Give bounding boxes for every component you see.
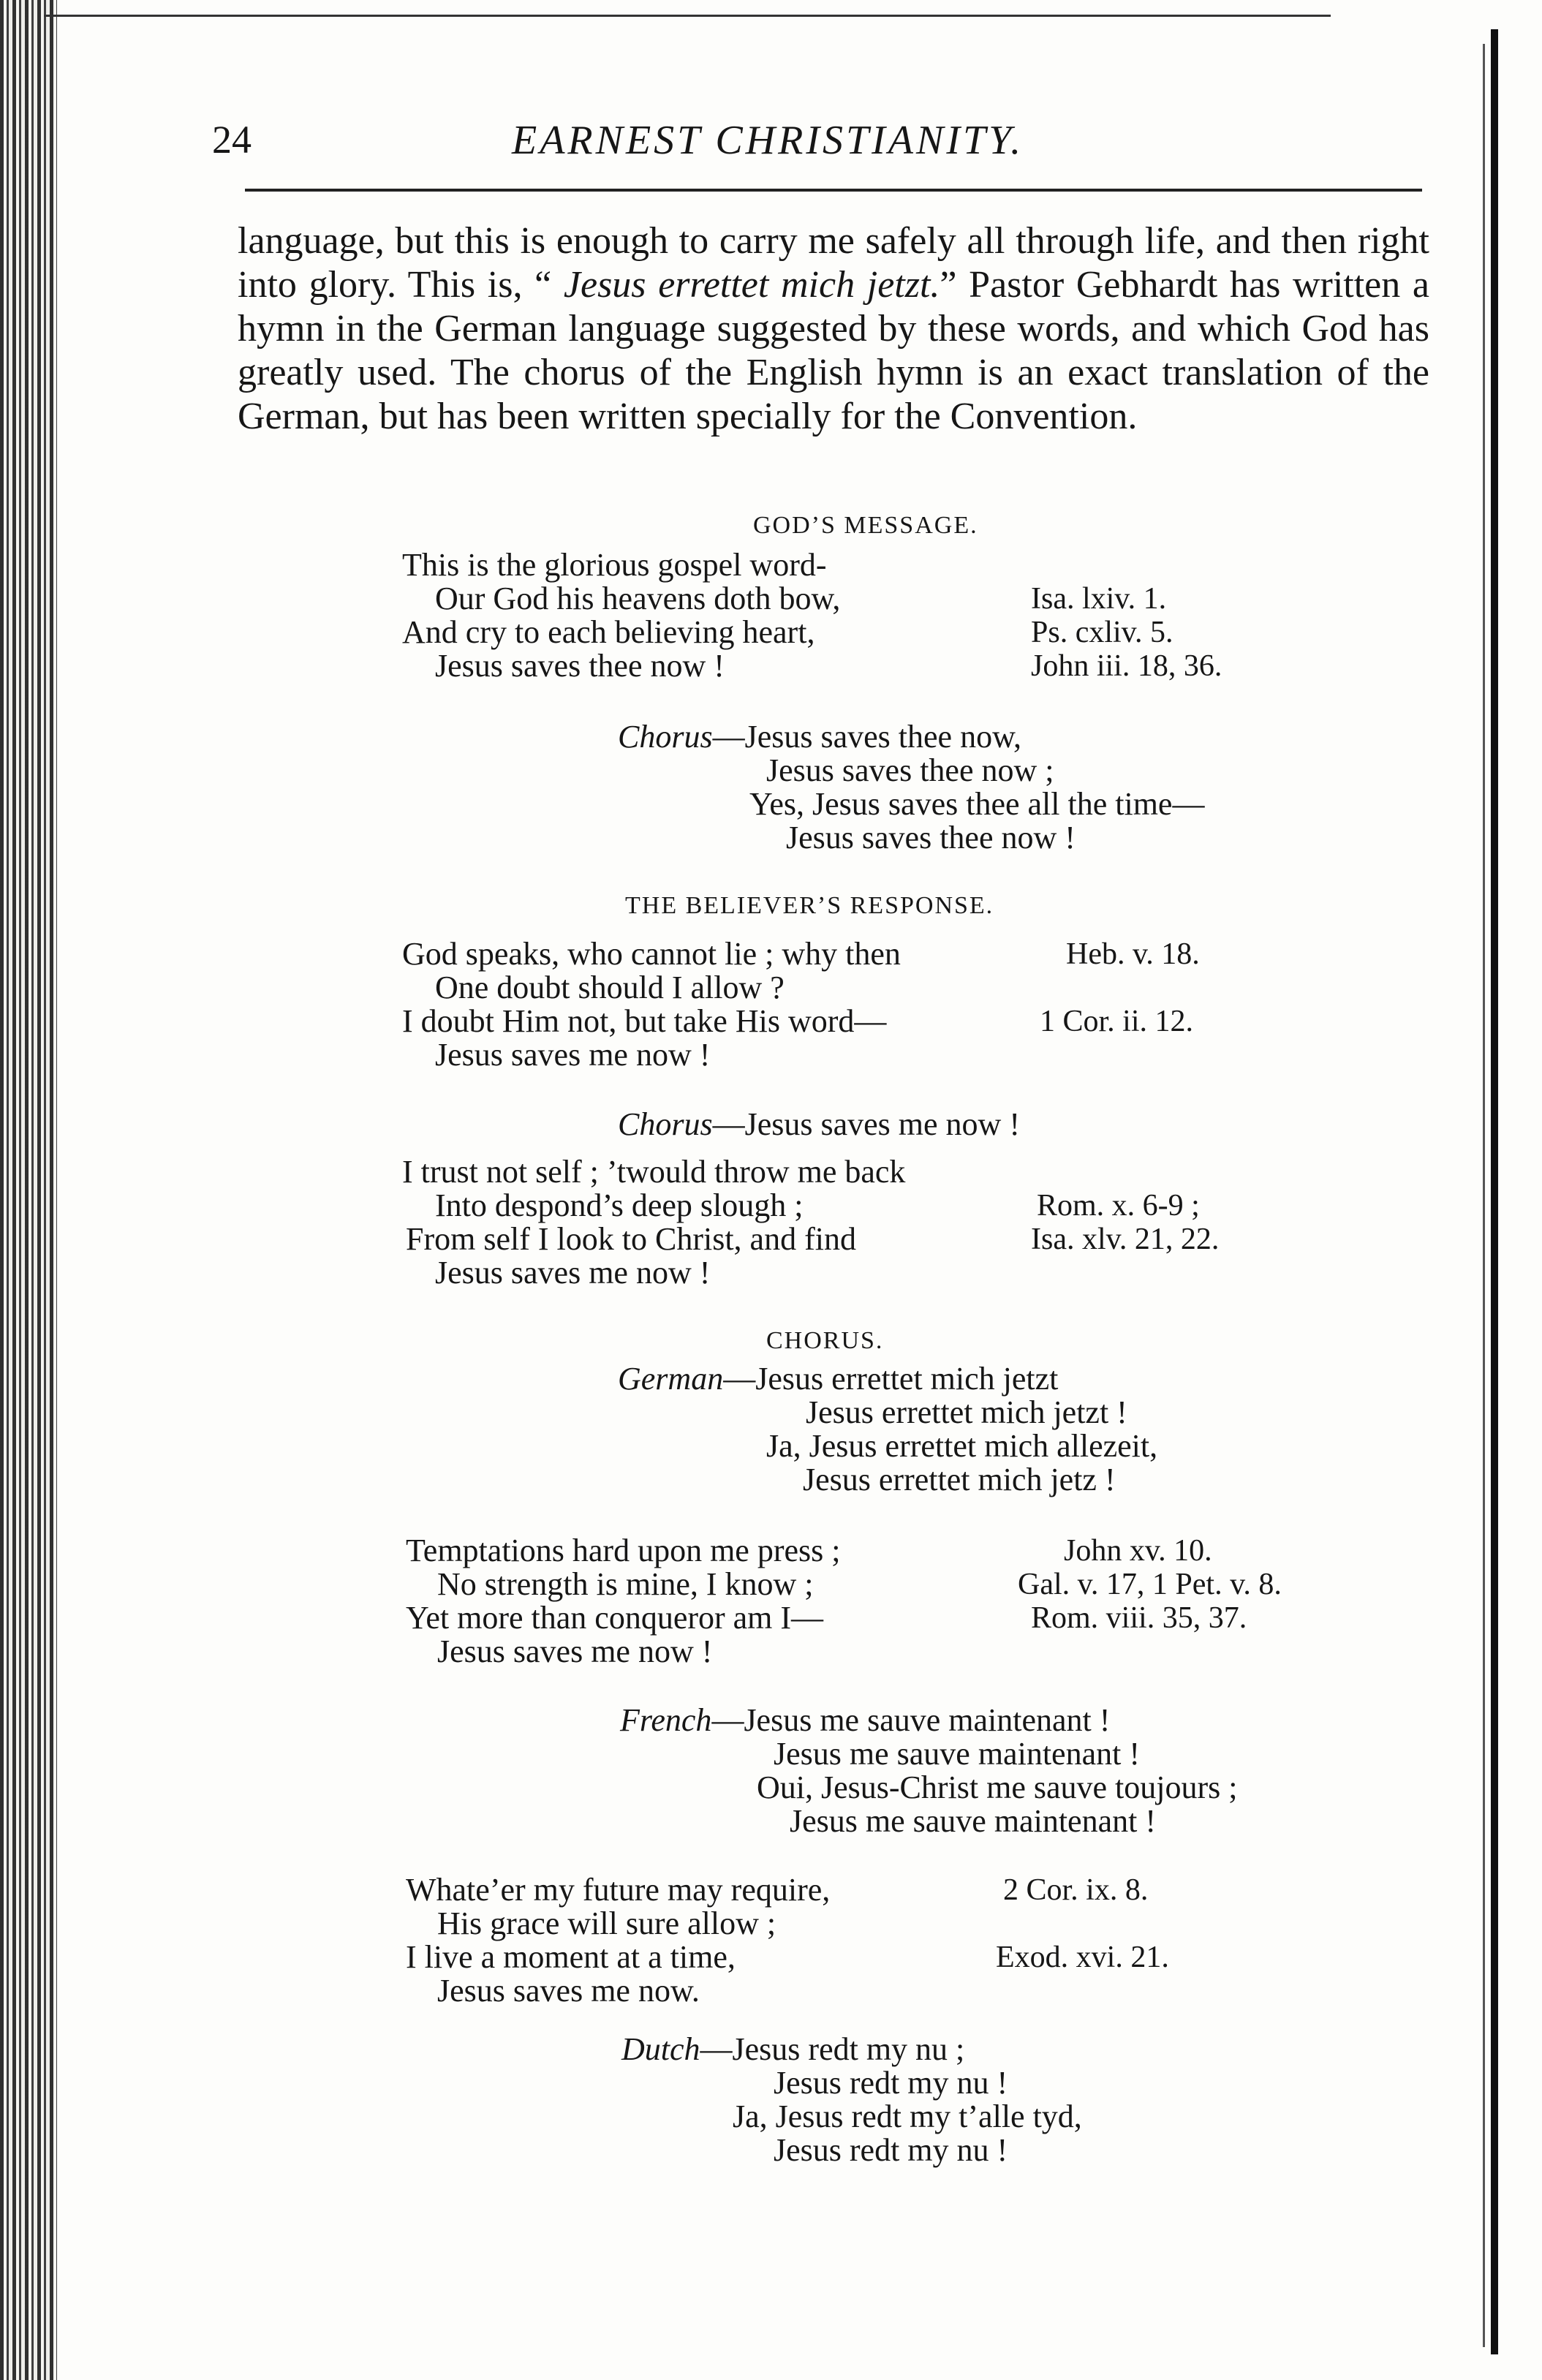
verse-line: I trust not self ; ’twould throw me back <box>402 1154 906 1190</box>
scan-binding-edge <box>0 0 57 2380</box>
verse-line: Jesus saves thee now ! <box>435 648 725 684</box>
chorus-line: Jesus errettet mich jetzt ! <box>806 1394 1127 1430</box>
chorus-line <box>618 1362 1058 1396</box>
chorus-line <box>618 720 1021 754</box>
scripture-reference: Rom. viii. 35, 37. <box>1031 1601 1247 1635</box>
running-title: EARNEST CHRISTIANITY. <box>512 118 1024 163</box>
intro-quote: Jesus errettet mich jetzt. <box>563 264 940 306</box>
scripture-reference: Ps. cxliv. 5. <box>1031 616 1173 649</box>
verse-line: No strength is mine, I know ; <box>437 1566 814 1602</box>
chorus-line <box>620 1704 1110 1737</box>
scripture-reference: Heb. v. 18. <box>1066 937 1200 971</box>
scripture-reference: 1 Cor. ii. 12. <box>1040 1005 1194 1038</box>
chorus-line: Ja, Jesus redt my t’alle tyd, <box>733 2098 1082 2134</box>
chorus-label: Chorus <box>618 719 713 755</box>
scripture-reference: Gal. v. 17, 1 Pet. v. 8. <box>1018 1568 1282 1601</box>
chorus-label: Chorus <box>618 1106 713 1142</box>
scripture-reference: John iii. 18, 36. <box>1031 649 1222 683</box>
chorus-label: Dutch <box>621 2031 700 2067</box>
verse-line: Into despond’s deep slough ; <box>435 1187 804 1223</box>
verse-line: I doubt Him not, but take His word— <box>402 1003 887 1039</box>
verse-line: And cry to each believing heart, <box>402 614 815 650</box>
intro-paragraph <box>238 219 1429 439</box>
chorus-text: —Jesus me sauve maintenant ! <box>711 1702 1111 1738</box>
verse-line: His grace will sure allow ; <box>437 1905 776 1941</box>
chorus-text: —Jesus saves me now ! <box>712 1106 1020 1142</box>
scripture-reference: Isa. xlv. 21, 22. <box>1031 1223 1220 1256</box>
chorus-line: Jesus saves thee now ; <box>766 752 1054 788</box>
scripture-reference: John xv. 10. <box>1064 1534 1212 1568</box>
verse-line: Temptations hard upon me press ; <box>406 1533 841 1568</box>
chorus-line: Jesus redt my nu ! <box>774 2065 1008 2101</box>
scripture-reference: Isa. lxiv. 1. <box>1031 582 1167 616</box>
header-rule <box>245 189 1422 192</box>
chorus-line: Jesus errettet mich jetz ! <box>803 1462 1116 1497</box>
page-header <box>0 117 1542 190</box>
chorus-line: Oui, Jesus-Christ me sauve toujours ; <box>757 1769 1238 1805</box>
verse-line: From self I look to Christ, and find <box>406 1221 856 1257</box>
intro-text-after: ” Pastor Gebhardt has written a hymn in the German language suggested by these words, and which God has greatly used. The chorus of the English hymn is an exact translation of the German, but has been written specially for the Convention. <box>238 264 1430 437</box>
scripture-reference: 2 Cor. ix. 8. <box>1003 1873 1149 1907</box>
chorus-text: —Jesus saves thee now, <box>712 719 1021 755</box>
chorus-line <box>621 2033 964 2066</box>
chorus-text: —Jesus errettet mich jetzt <box>723 1361 1059 1397</box>
scan-page-edge-inner <box>1483 44 1485 2347</box>
intro-text-before: language, but this is enough to carry me safely all through life, and then right into glory. This is, “ <box>238 220 1429 306</box>
section-heading-gods-message: GOD’S MESSAGE. <box>753 512 978 539</box>
verse-line: Jesus saves me now. <box>437 1973 700 2009</box>
chorus-line: Jesus saves thee now ! <box>786 820 1076 855</box>
verse-line: Jesus saves me now ! <box>435 1037 711 1073</box>
scan-page-edge <box>1491 29 1498 2354</box>
chorus-line <box>618 1108 1020 1141</box>
verse-line: God speaks, who cannot lie ; why then <box>402 936 901 972</box>
chorus-line: Jesus redt my nu ! <box>774 2132 1008 2168</box>
verse-line: Whate’er my future may require, <box>406 1872 831 1908</box>
section-heading-believers-response: THE BELIEVER’S RESPONSE. <box>625 892 994 919</box>
scripture-reference: Rom. x. 6-9 ; <box>1037 1189 1200 1223</box>
scripture-reference: Exod. xvi. 21. <box>996 1941 1169 1974</box>
chorus-line: Jesus me sauve maintenant ! <box>790 1803 1156 1839</box>
scan-top-rule <box>44 15 1331 17</box>
verse-line: I live a moment at a time, <box>406 1939 736 1975</box>
chorus-line: Jesus me sauve maintenant ! <box>774 1736 1140 1772</box>
chorus-text: —Jesus redt my nu ; <box>700 2031 965 2067</box>
verse-line: Our God his heavens doth bow, <box>435 581 841 616</box>
section-heading-chorus: CHORUS. <box>766 1327 884 1354</box>
verse-line: One doubt should I allow ? <box>435 970 785 1005</box>
verse-line: Jesus saves me now ! <box>435 1255 711 1291</box>
verse-line: Jesus saves me now ! <box>437 1633 713 1669</box>
chorus-line: Yes, Jesus saves thee all the time— <box>749 786 1205 822</box>
verse-line: Yet more than conqueror am I— <box>406 1600 824 1636</box>
chorus-label: German <box>618 1361 724 1397</box>
chorus-line: Ja, Jesus errettet mich allezeit, <box>766 1428 1158 1464</box>
chorus-label: French <box>620 1702 712 1738</box>
page-number: 24 <box>212 118 252 162</box>
verse-line: This is the glorious gospel word- <box>402 547 827 583</box>
